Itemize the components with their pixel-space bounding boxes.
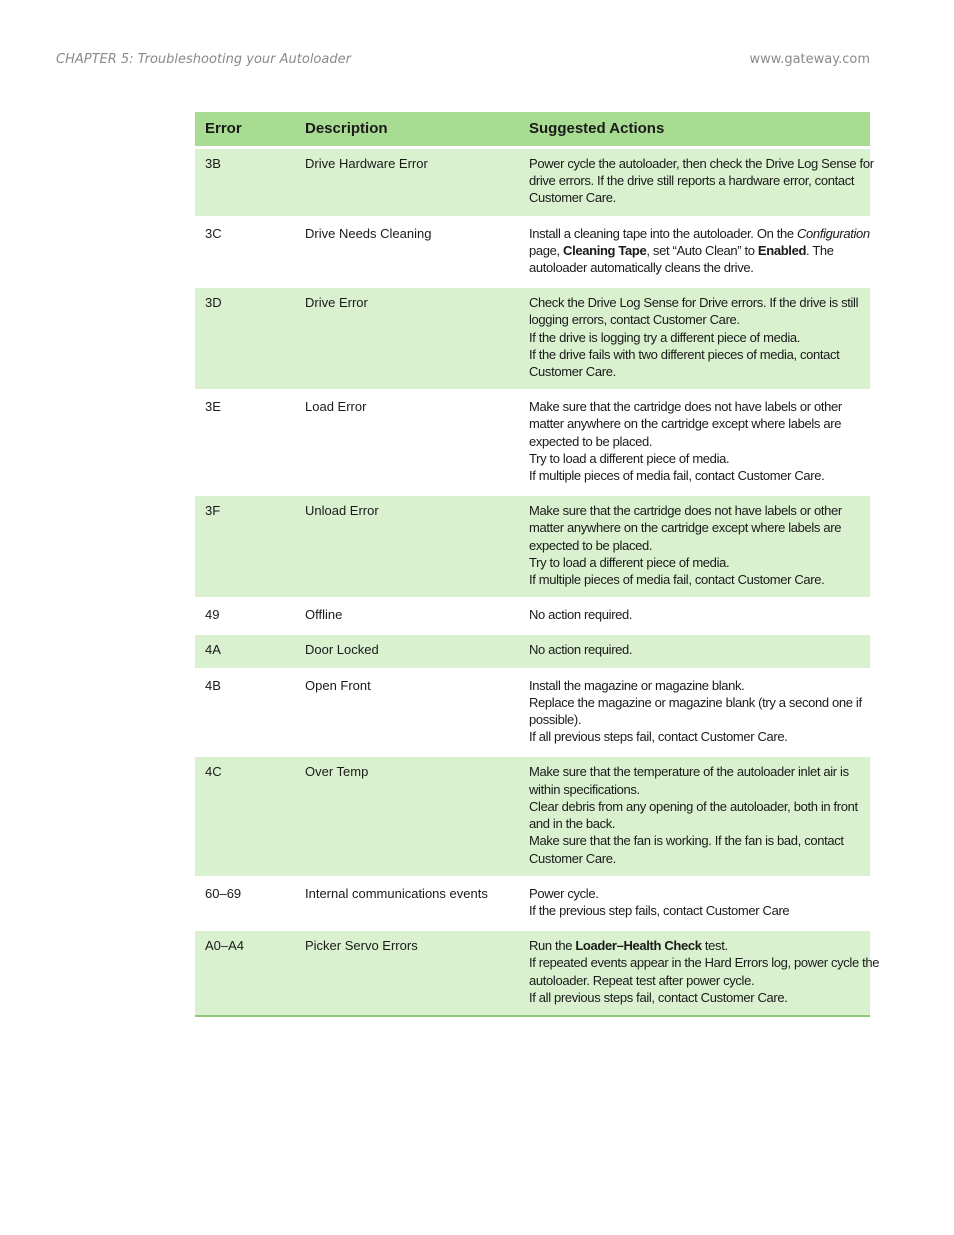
action-text: If all previous steps fail, contact Customer Care.	[529, 729, 788, 745]
error-description: Drive Hardware Error	[295, 148, 519, 218]
action-line	[529, 954, 880, 971]
action-text: No action required.	[529, 607, 633, 623]
error-description: Door Locked	[295, 634, 519, 669]
error-code: 60–69	[195, 877, 295, 929]
action-line	[529, 189, 862, 206]
action-line	[529, 781, 862, 798]
suggested-actions	[519, 217, 870, 287]
action-text: Try to load a different piece of media.	[529, 450, 730, 466]
action-line	[529, 641, 862, 658]
suggested-actions	[519, 287, 870, 391]
error-code: 4A	[195, 634, 295, 669]
action-text: Run the	[529, 938, 576, 954]
action-text: Make sure that the fan is working. If the fan is bad, contact	[529, 833, 844, 849]
suggested-actions	[519, 148, 874, 218]
suggested-actions	[519, 391, 870, 495]
action-line	[529, 450, 862, 467]
action-line	[529, 554, 862, 571]
column-header-error: Error	[195, 112, 295, 148]
error-code: A0–A4	[195, 930, 295, 1016]
action-line	[529, 519, 862, 536]
suggested-actions	[519, 930, 880, 1016]
action-line	[529, 798, 862, 815]
action-line	[529, 225, 870, 242]
action-line	[529, 850, 862, 867]
error-code: 3D	[195, 287, 295, 391]
chapter-title: CHAPTER 5: Troubleshooting your Autoloader	[56, 52, 351, 67]
action-line	[529, 294, 862, 311]
suggested-actions	[519, 495, 870, 599]
error-description: Over Temp	[295, 756, 519, 877]
action-line	[529, 677, 862, 694]
action-text: No action required.	[529, 642, 633, 658]
suggested-actions	[519, 599, 870, 634]
error-description: Offline	[295, 599, 519, 634]
action-line	[529, 346, 862, 363]
action-text: If multiple pieces of media fail, contact Customer Care.	[529, 468, 825, 484]
error-description: Drive Needs Cleaning	[295, 217, 519, 287]
action-line	[529, 311, 862, 328]
action-text: Customer Care.	[529, 190, 616, 206]
action-text: within specifications.	[529, 781, 640, 797]
action-text: If the drive fails with two different pieces of media, contact	[529, 346, 840, 362]
action-text: and in the back.	[529, 816, 616, 832]
action-line	[529, 832, 862, 849]
action-text: Make sure that the cartridge does not have labels or other	[529, 503, 842, 519]
action-text: test.	[701, 938, 728, 954]
action-text-bold: Cleaning Tape	[563, 242, 647, 258]
error-code: 3F	[195, 495, 295, 599]
action-line	[529, 989, 862, 1006]
error-description: Picker Servo Errors	[295, 930, 519, 1016]
table-row	[195, 217, 870, 287]
error-codes-table	[195, 112, 880, 1017]
action-text: Power cycle.	[529, 885, 599, 901]
action-line	[529, 467, 862, 484]
error-code: 3C	[195, 217, 295, 287]
action-text-italic: Configuration	[797, 225, 870, 241]
action-text: possible).	[529, 712, 582, 728]
action-line	[529, 694, 862, 711]
action-line	[529, 885, 862, 902]
action-text: drive errors. If the drive still reports a hardware error, contact	[529, 173, 855, 189]
table-row	[195, 930, 870, 1016]
table-body	[195, 148, 880, 1016]
action-text: Customer Care.	[529, 850, 616, 866]
error-description: Drive Error	[295, 287, 519, 391]
table-row	[195, 877, 870, 929]
error-code: 3E	[195, 391, 295, 495]
error-description: Open Front	[295, 669, 519, 756]
table-header-row	[195, 112, 870, 148]
action-text: matter anywhere on the cartridge except where labels are	[529, 520, 842, 536]
action-text: expected to be placed.	[529, 433, 653, 449]
action-text: Make sure that the cartridge does not have labels or other	[529, 399, 842, 415]
action-line	[529, 259, 862, 276]
action-text: Power cycle the autoloader, then check the Drive Log Sense for	[529, 156, 874, 171]
table-row	[195, 495, 870, 599]
website-url: www.gateway.com	[749, 52, 870, 67]
action-text: , set “Auto Clean” to	[646, 242, 758, 258]
action-line	[529, 571, 862, 588]
action-text: autoloader. Repeat test after power cycle.	[529, 972, 755, 988]
action-line	[529, 415, 862, 432]
action-text: Customer Care.	[529, 364, 616, 380]
action-line	[529, 502, 862, 519]
action-line	[529, 815, 862, 832]
action-text: logging errors, contact Customer Care.	[529, 312, 740, 328]
running-header	[56, 52, 870, 72]
action-line	[529, 242, 862, 259]
action-line	[529, 972, 862, 989]
action-text: autoloader automatically cleans the drive.	[529, 260, 754, 276]
action-text: If the drive is logging try a different piece of media.	[529, 329, 801, 345]
action-line	[529, 937, 862, 954]
action-line	[529, 155, 874, 172]
action-line	[529, 902, 862, 919]
action-text: Replace the magazine or magazine blank (try a second one if	[529, 694, 862, 710]
action-line	[529, 329, 862, 346]
table-row	[195, 391, 870, 495]
table-row	[195, 756, 870, 877]
column-header-suggested-actions: Suggested Actions	[519, 112, 870, 148]
action-line	[529, 763, 862, 780]
error-code: 49	[195, 599, 295, 634]
error-code: 4B	[195, 669, 295, 756]
action-text: Make sure that the temperature of the autoloader inlet air is	[529, 764, 849, 780]
action-text: Install the magazine or magazine blank.	[529, 677, 745, 693]
action-text: matter anywhere on the cartridge except where labels are	[529, 416, 842, 432]
column-header-description: Description	[295, 112, 519, 148]
suggested-actions	[519, 669, 870, 756]
action-line	[529, 363, 862, 380]
error-code: 3B	[195, 148, 295, 218]
action-text: Check the Drive Log Sense for Drive errors. If the drive is still	[529, 295, 859, 311]
action-text: . The	[806, 242, 834, 258]
action-text: If repeated events appear in the Hard Errors log, power cycle the	[529, 955, 880, 971]
action-line	[529, 398, 862, 415]
table-row	[195, 669, 870, 756]
action-text: If all previous steps fail, contact Customer Care.	[529, 989, 788, 1005]
action-text: page,	[529, 242, 564, 258]
table-row	[195, 148, 870, 218]
action-line	[529, 606, 862, 623]
action-line	[529, 433, 862, 450]
error-code: 4C	[195, 756, 295, 877]
action-line	[529, 728, 862, 745]
error-description: Unload Error	[295, 495, 519, 599]
action-text: expected to be placed.	[529, 537, 653, 553]
error-description: Load Error	[295, 391, 519, 495]
suggested-actions	[519, 756, 870, 877]
action-text: Clear debris from any opening of the autoloader, both in front	[529, 798, 858, 814]
action-text: Try to load a different piece of media.	[529, 554, 730, 570]
action-line	[529, 711, 862, 728]
table-row	[195, 599, 870, 634]
action-text-bold: Loader–Health Check	[575, 938, 702, 954]
suggested-actions	[519, 877, 870, 929]
action-text-bold: Enabled	[757, 242, 807, 258]
error-description: Internal communications events	[295, 877, 519, 929]
action-line	[529, 172, 862, 189]
action-text: If multiple pieces of media fail, contact Customer Care.	[529, 572, 825, 588]
table-row	[195, 634, 870, 669]
table-row	[195, 287, 870, 391]
action-text: Install a cleaning tape into the autoloader. On the	[529, 225, 798, 241]
action-text: If the previous step fails, contact Customer Care	[529, 902, 790, 918]
suggested-actions	[519, 634, 870, 669]
action-line	[529, 537, 862, 554]
